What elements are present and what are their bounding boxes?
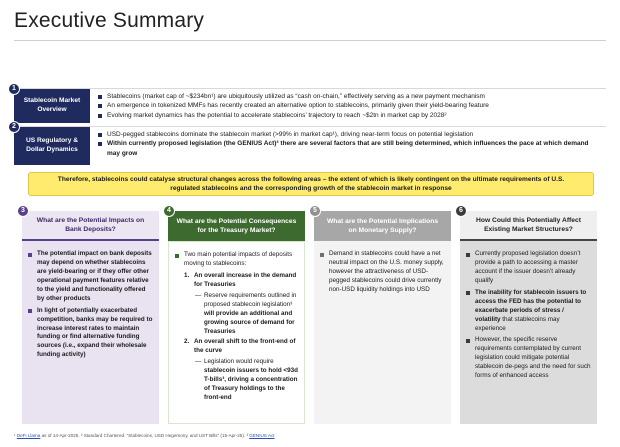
bullet-item: Within currently proposed legislation (the GENIUS Act)³ there are several factors that are still being determined, which influences the pace at which demand may grow: [98, 139, 600, 158]
bullet-square-icon: [466, 339, 470, 343]
bullet-item: Currently proposed legislation doesn’t provide a path to accessing a master account if the issuer doesn’t already qualify: [466, 250, 591, 286]
column-title: What are the Potential Impacts on Bank Deposits?: [36, 216, 145, 233]
section-number-badge: 4: [163, 205, 175, 217]
bullet-square-icon: [466, 253, 470, 257]
footnote: ¹ DeFi Llama as of 14-Apr-2025. ² Standard Chartered. “Stablecoins, USD Hegemony, and UST Bills” (15-Apr-25). ³ GENIUS Act: [14, 433, 275, 438]
bullet-square-icon: [320, 253, 324, 257]
column-header: [21, 207, 159, 241]
row-label: [12, 123, 90, 165]
column-body: [22, 241, 159, 424]
column-header: [459, 207, 597, 241]
callout-banner: Therefore, stablecoins could catalyse structural changes across the following areas – the extent of which is likely contingent on the ultimate requirements of U.S. regulated stablecoins and the corresponding growth of the stablecoin market in response: [28, 172, 594, 196]
bullet-square-icon: [175, 254, 179, 258]
bullet-square-icon: [98, 133, 102, 137]
row-label-text: Stablecoin Market Overview: [23, 97, 81, 113]
bullet-square-icon: [28, 309, 32, 313]
column-header: [313, 207, 451, 241]
column-body: [314, 241, 451, 424]
row-label-text: US Regulatory & Dollar Dynamics: [25, 137, 79, 153]
bullet-item: Evolving market dynamics has the potential to accelerate stablecoins’ trajectory to reach ~$2tn in market cap by 2028²: [98, 111, 600, 120]
bullet-item: In light of potentially exacerbated competition, banks may be required to increase interest rates to maintain funding or find alternative funding sources (i.e., expand their wholesale funding activity): [28, 307, 153, 361]
genius-act-link[interactable]: GENIUS Act: [249, 433, 275, 438]
section-number-badge: 3: [17, 205, 29, 217]
bullet-item: However, the specific reserve requirements contemplated by current legislation could mitigate potential stablecoin de-pegs and the need for such forms of enhanced access: [466, 336, 591, 381]
dash-item: — Reserve requirements outlined in proposed stablecoin legislation³ will provide an additional and growing source of demand for Treasuries: [195, 291, 297, 335]
bullet-item: Stablecoins (market cap of ~$234bn¹) are ubiquitously utilized as “cash on-chain,” effectively serving as a new payment mechanism: [98, 92, 600, 101]
section-number-badge: 5: [309, 205, 321, 217]
row-label: [12, 85, 90, 123]
title-divider: [14, 40, 606, 41]
monetary-supply-column: [313, 207, 451, 424]
column-body: [460, 241, 597, 424]
column-title: How Could this Potentially Affect Existing Market Structures?: [476, 216, 581, 233]
bullet-square-icon: [98, 95, 102, 99]
bullet-item: The inability for stablecoin issuers to access the FED has the potential to exacerbate periods of stress / volatility that stablecoins may experience: [466, 289, 591, 334]
bullet-item: USD-pegged stablecoins dominate the stablecoin market (>99% in market cap¹), driving near-term focus on potential legislation: [98, 130, 600, 139]
bullet-item: The potential impact on bank deposits may depend on whether stablecoins are yield-bearing or if they offer other operational payment features relative to the yield and functionality offered by other products: [28, 250, 153, 304]
section-number-badge: 6: [455, 205, 467, 217]
column-header: [167, 207, 305, 241]
section-number-badge: 1: [8, 83, 20, 95]
defillama-link[interactable]: DeFi Llama: [16, 433, 41, 438]
bullet-square-icon: [98, 104, 102, 108]
bullet-item: Demand in stablecoins could have a net neutral impact on the U.S. money supply, however the attractiveness of USD-pegged stablecoins could drive currently non-USD liquidity holdings into USD: [320, 250, 445, 295]
treasury-market-column: [167, 207, 305, 424]
bullet-square-icon: [466, 291, 470, 295]
market-structures-column: [459, 207, 597, 424]
column-title: What are the Potential Consequences for the Treasury Market?: [176, 217, 297, 234]
bullet-item: An emergence in tokenized MMFs has recently created an alternative option to stablecoins, primarily given their yield-bearing feature: [98, 101, 600, 110]
dash-item: — Legislation would require stablecoin issuers to hold <93d T-bills³, driving a concentration of Treasury holdings to the front-end: [195, 358, 298, 402]
row-bullets: [90, 89, 606, 123]
bullet-square-icon: [98, 142, 102, 146]
numbered-item: 2. An overall shift to the front-end of the curve: [184, 338, 296, 355]
bullet-item: Two main potential impacts of deposits moving to stablecoins:: [175, 251, 298, 269]
row-bullets: [90, 127, 606, 165]
column-title: What are the Potential Implications on Monetary Supply?: [326, 217, 439, 234]
numbered-item: 1. An overall increase in the demand for Treasuries: [184, 271, 297, 288]
bullet-square-icon: [28, 253, 32, 257]
page-title: Executive Summary: [14, 9, 205, 32]
regulatory-row: [12, 123, 606, 165]
section-number-badge: 2: [8, 121, 20, 133]
overview-row: [12, 85, 606, 123]
bullet-square-icon: [98, 114, 102, 118]
column-body: [168, 241, 305, 424]
bank-deposits-column: [21, 207, 159, 424]
